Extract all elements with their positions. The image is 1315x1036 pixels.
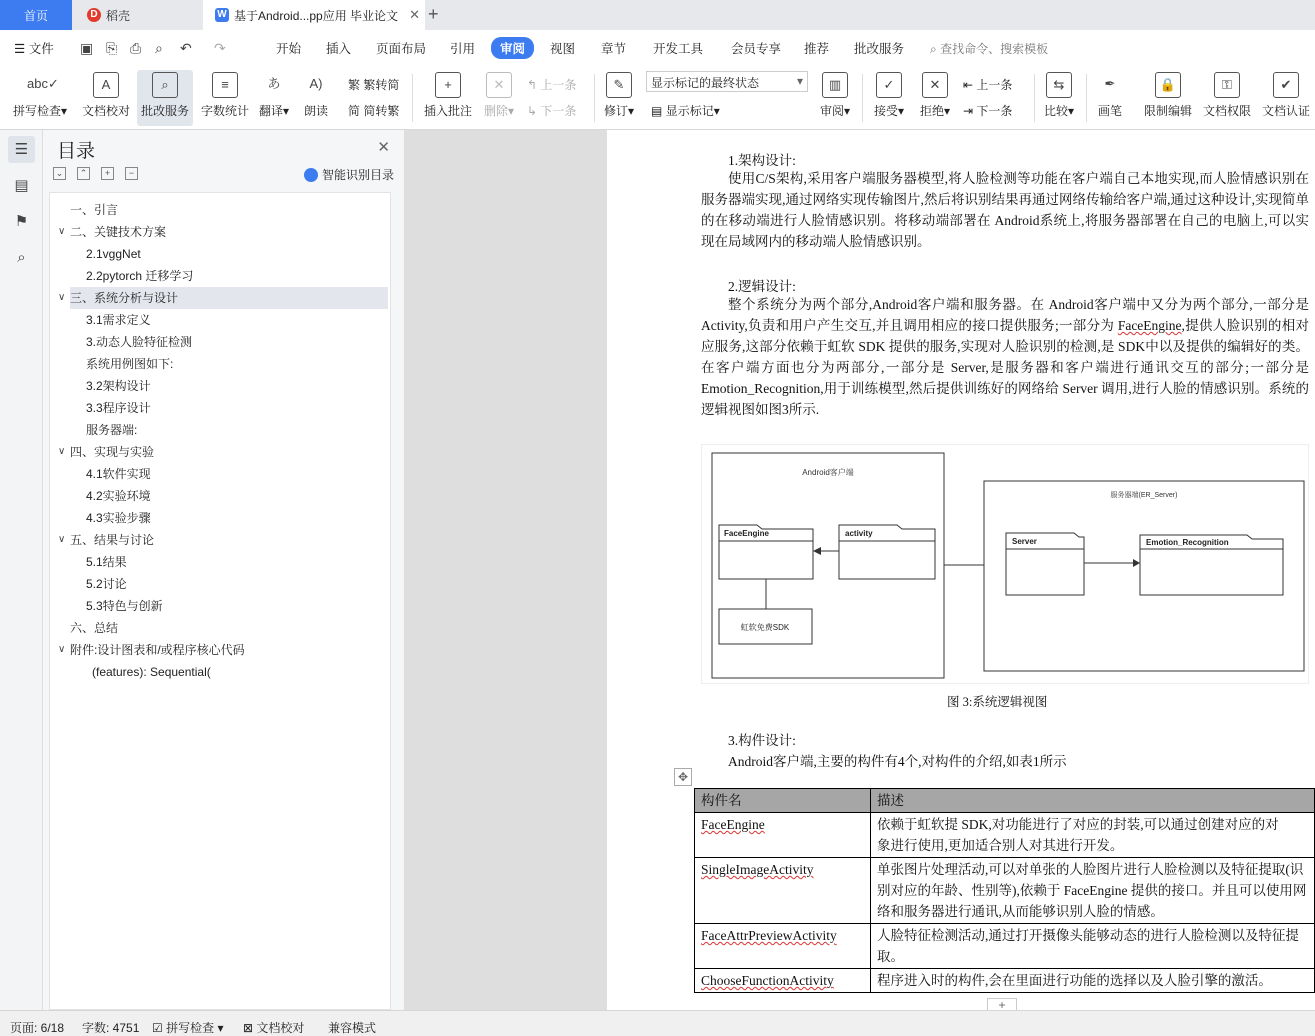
bookmark-icon[interactable]: ⚑ <box>14 213 29 230</box>
table-row <box>695 924 1315 969</box>
compare-button[interactable]: ⇆ 比较▾ <box>1040 70 1078 126</box>
toc-item-label: 系统用例图如下: <box>86 357 174 371</box>
paragraph-architecture: 使用C/S架构,采用客户端服务器模型,将人脸检测等功能在客户端自己本地实现,而人脸情感识别在服务器端实现,通过网络实现传输图片,然后将识别结果再通过网络传输给客户端,通过这种设计,实现简单的在移动端进行人脸情感识别。将移动端部署在 Android系统上,将服务器部署在自己的电脑上,可以实现在局域网内的移动端人脸情感识别。 <box>701 171 1309 249</box>
tab-daoke-label: 稻壳 <box>106 8 131 23</box>
table-cell-name[interactable] <box>695 924 871 969</box>
toc-item-label: 3.1需求定义 <box>86 313 151 327</box>
next-comment-button[interactable] <box>527 102 576 119</box>
menu-chapter[interactable]: 章节 <box>601 42 627 56</box>
toc-panel <box>43 130 405 1010</box>
server-label: Server <box>1012 537 1037 546</box>
comment-icon: + <box>435 72 461 98</box>
review-service-button[interactable] <box>137 70 193 126</box>
next-change-icon: ⇥ <box>963 104 974 118</box>
proof-status-icon: ⊠ <box>243 1021 254 1035</box>
search-icon: ⌕ <box>930 42 937 56</box>
emotion-label: Emotion_Recognition <box>1146 538 1229 547</box>
chevron-down-icon[interactable]: ∨ <box>58 534 66 545</box>
add-heading-icon[interactable]: + <box>101 167 114 180</box>
track-changes-label: 修订 <box>603 104 628 118</box>
file-menu[interactable]: ☰ 文件 <box>14 42 54 56</box>
prev-comment-button[interactable] <box>527 76 576 93</box>
toc-item[interactable] <box>70 375 388 397</box>
spell-check-button[interactable]: abc✓ 拼写检查▾ <box>8 70 72 126</box>
toc-title: 目录 <box>57 141 96 162</box>
prev-change-label: 上一条 <box>976 78 1013 92</box>
print-icon[interactable]: ⎙ <box>130 40 142 56</box>
paragraph-logic-part2: ,提供人脸识别的相对应服务,这部分依赖于虹软 SDK 提供的服务,实现对人脸识别的检测,是 SDK中以及提供的编辑好的类。在客户端方面也分为两部分,一部分是 Server,是服务器和客户端进行通讯交互的部分;一部分是 Emotion_Recognition,用于训练模型,然后提供训练好的网络给 Server 调用,进行人脸的情感识别。系统的逻辑视图如图3所示. <box>701 318 1309 417</box>
tab-document-label: 基于Android...pp应用 毕业论文 <box>234 8 399 23</box>
toc-icon[interactable]: ☰ <box>8 136 35 163</box>
component-name: FaceEngine <box>701 817 765 832</box>
reject-button[interactable]: ✕ 拒绝▾ <box>916 70 954 126</box>
table-cell-name[interactable] <box>695 969 871 993</box>
toc-item-label: 4.3实验步骤 <box>86 511 151 525</box>
chevron-down-icon[interactable]: ∨ <box>58 644 66 655</box>
next-change-label: 下一条 <box>976 104 1013 118</box>
heading-component: 3.构件设计: <box>728 733 796 748</box>
close-icon[interactable]: ✕ <box>409 7 420 22</box>
toc-item[interactable] <box>70 573 388 595</box>
pen-label: 画笔 <box>1097 104 1122 118</box>
translate-label: 翻译 <box>258 104 283 118</box>
document-page[interactable] <box>607 130 1315 1010</box>
ribbon-divider <box>862 74 863 122</box>
command-search-label: 查找命令、搜索模板 <box>940 42 1049 56</box>
page-indicator[interactable]: 页面: 6/18 <box>10 1021 65 1035</box>
component-name: SingleImageActivity <box>701 862 814 877</box>
add-row-button[interactable]: + <box>987 998 1017 1010</box>
menu-layout[interactable]: 页面布局 <box>376 42 427 56</box>
close-icon[interactable]: ✕ <box>377 139 390 156</box>
ribbon-divider <box>1086 74 1087 122</box>
doc-rights-label: 文档权限 <box>1202 104 1251 118</box>
toc-item-label: 三、系统分析与设计 <box>70 291 179 305</box>
toc-item[interactable] <box>58 441 388 463</box>
prev-comment-label: 上一条 <box>540 78 577 92</box>
trad-to-simp-button[interactable] <box>348 76 399 93</box>
redo-icon[interactable]: ↷ <box>214 40 226 56</box>
accept-icon: ✓ <box>876 72 902 98</box>
doc-rights-icon: ⚿ <box>1214 72 1240 98</box>
track-changes-button[interactable]: ✎ 修订▾ <box>600 70 638 126</box>
table-row <box>695 969 1315 993</box>
toc-item-label: 5.3特色与创新 <box>86 599 163 613</box>
chevron-down-icon[interactable]: ∨ <box>58 446 66 457</box>
android-client-label: Android客户端 <box>802 468 854 477</box>
delete-comment-button[interactable]: ✕ 删除▾ <box>480 70 518 126</box>
markup-state-select[interactable] <box>646 71 808 92</box>
delete-comment-label: 删除 <box>483 104 508 118</box>
toc-item-label: 5.2讨论 <box>86 577 127 591</box>
certify-icon: ✔ <box>1273 72 1299 98</box>
menu-insert[interactable]: 插入 <box>326 42 352 56</box>
doc-certify-button[interactable] <box>1258 70 1314 126</box>
status-spell-check[interactable]: ☑ 拼写检查 ▾ <box>152 1021 224 1035</box>
toc-item-label: 六、总结 <box>70 621 119 635</box>
doc-proof-button[interactable] <box>78 70 134 126</box>
faceengine-label: FaceEngine <box>724 529 769 538</box>
simp-to-trad-label: 简转繁 <box>363 104 400 118</box>
toc-item-label: 3.动态人脸特征检测 <box>86 335 193 349</box>
toc-item[interactable] <box>70 309 388 331</box>
proof-icon: A <box>93 72 119 98</box>
word-count-icon: ≡ <box>212 72 238 98</box>
table-move-handle[interactable]: ✥ <box>674 768 692 786</box>
toc-item-label: 2.2pytorch 迁移学习 <box>86 269 194 283</box>
toc-list <box>49 192 391 1010</box>
next-comment-icon: ↳ <box>527 104 538 118</box>
component-name: ChooseFunctionActivity <box>701 973 834 988</box>
component-name: FaceAttrPreviewActivity <box>701 928 837 943</box>
smart-toc-label: 智能识别目录 <box>321 168 394 182</box>
show-markup-button[interactable]: ▤ 显示标记▾ <box>651 104 720 118</box>
menu-recommend[interactable]: 推荐 <box>804 42 830 56</box>
prev-change-button[interactable] <box>963 76 1012 93</box>
next-comment-label: 下一条 <box>540 104 577 118</box>
restrict-edit-button[interactable] <box>1140 70 1196 126</box>
paragraph-logic-faceengine: FaceEngine <box>1117 318 1182 333</box>
table-header-row <box>695 789 1315 813</box>
chapter-icon[interactable]: ▤ <box>14 177 29 194</box>
server-group-label: 服务器端(ER_Server) <box>1110 492 1178 499</box>
toc-item[interactable] <box>58 221 388 243</box>
paragraph-logic <box>701 294 1309 420</box>
insert-comment-label: 插入批注 <box>423 104 472 118</box>
tab-home-label: 首页 <box>23 8 48 23</box>
heading-logic: 2.逻辑设计: <box>728 279 796 294</box>
toc-item-label: 3.3程序设计 <box>86 401 151 415</box>
read-aloud-label: 朗读 <box>303 104 328 118</box>
sdk-label: 虹软免费SDK <box>740 623 790 632</box>
compare-icon: ⇆ <box>1046 72 1072 98</box>
reject-label: 拒绝 <box>919 104 944 118</box>
trad-to-simp-label: 繁转简 <box>363 78 400 92</box>
paragraph-logic-part1: 整个系统分为两个部分,Android客户端和服务器。在 Android客户端中又分为两个部分,一部分是 Activity,负责和用户产生交互,并且调用相应的接口提供服务;一部分为 <box>701 297 1309 333</box>
spell-check-label: 拼写检查 <box>12 104 61 118</box>
toc-item[interactable] <box>70 199 388 221</box>
toc-item[interactable] <box>70 419 388 441</box>
translate-icon: あ <box>267 76 281 91</box>
table-cell-desc[interactable]: 程序进入时的构件,会在里面进行功能的选择以及人脸引擎的激活。 <box>871 969 1315 993</box>
table-row <box>695 813 1315 858</box>
doc-certify-label: 文档认证 <box>1261 104 1310 118</box>
toc-item[interactable] <box>70 551 388 573</box>
table-cell-name[interactable] <box>695 858 871 924</box>
review-service-icon: ⌕ <box>152 72 178 98</box>
new-tab-icon[interactable]: + <box>428 4 439 24</box>
simp-to-trad-button[interactable] <box>348 102 399 119</box>
checkbox-icon: ☑ <box>152 1021 163 1035</box>
tab-daoke[interactable] <box>75 0 199 30</box>
menu-review-service[interactable]: 批改服务 <box>854 42 905 56</box>
left-nav-strip <box>0 130 43 1010</box>
accept-label: 接受 <box>873 104 898 118</box>
expand-all-icon[interactable]: ⌄ <box>53 167 66 180</box>
toc-item-label: 一、引言 <box>70 203 119 217</box>
review-service-label: 批改服务 <box>140 104 189 118</box>
daoke-icon: D <box>87 8 101 22</box>
show-markup-icon: ▤ <box>651 104 663 118</box>
prev-comment-icon: ↰ <box>527 78 538 92</box>
next-change-button[interactable] <box>963 102 1012 119</box>
word-count-label: 字数统计 <box>200 104 249 118</box>
collapse-all-icon[interactable]: ⌃ <box>77 167 90 180</box>
delete-comment-icon: ✕ <box>486 72 512 98</box>
table-header-desc: 描述 <box>871 789 1315 813</box>
table-cell-desc[interactable]: 依赖于虹软提 SDK,对功能进行了对应的封装,可以通过创建对应的对 象进行使用,更加适合别人对其进行开发。 <box>871 813 1315 858</box>
table-cell-name[interactable] <box>695 813 871 858</box>
toc-item-label: 2.1vggNet <box>86 247 141 261</box>
ribbon-review <box>0 66 1315 130</box>
toc-item[interactable] <box>70 331 388 353</box>
markup-state-value: 显示标记的最终状态 <box>651 76 760 90</box>
tab-document[interactable] <box>203 0 425 30</box>
accept-button[interactable]: ✓ 接受▾ <box>870 70 908 126</box>
restrict-edit-label: 限制编辑 <box>1143 104 1192 118</box>
chevron-down-icon[interactable]: ∨ <box>58 292 66 303</box>
ribbon-divider <box>1034 74 1035 122</box>
read-aloud-icon: A) <box>309 76 323 91</box>
paragraph-component: Android客户端,主要的构件有4个,对构件的介绍,如表1所示 <box>728 754 1067 769</box>
pen-button[interactable] <box>1092 70 1128 126</box>
compare-label: 比较 <box>1043 104 1068 118</box>
arrow-head <box>1133 559 1140 567</box>
compat-mode: 兼容模式 <box>328 1021 377 1035</box>
activity-label: activity <box>845 529 873 538</box>
track-changes-icon: ✎ <box>606 72 632 98</box>
tab-bar <box>0 0 1315 30</box>
toc-item[interactable] <box>70 243 388 265</box>
toc-item[interactable] <box>70 353 388 375</box>
toc-item[interactable] <box>70 507 388 529</box>
logic-diagram <box>701 444 1309 684</box>
reject-icon: ✕ <box>922 72 948 98</box>
toc-item-label: 5.1结果 <box>86 555 127 569</box>
toc-item[interactable] <box>70 485 388 507</box>
file-menu-label: 文件 <box>28 42 54 56</box>
find-icon[interactable]: ⌕ <box>17 249 26 266</box>
table-cell-desc[interactable]: 单张图片处理活动,可以对单张的人脸图片进行人脸检测以及特征提取(识别对应的年龄、性别等),依赖于 FaceEngine 提供的接口。并且可以使用网络和服务器进行通讯,从而能够识别人脸的情感。 <box>871 858 1315 924</box>
chevron-down-icon: ▾ <box>796 74 803 88</box>
preview-icon[interactable]: ⌕ <box>155 40 163 56</box>
toc-item[interactable] <box>58 287 388 309</box>
status-spell-label: 拼写检查 <box>166 1021 215 1035</box>
status-proof-label: 文档校对 <box>256 1021 305 1035</box>
lock-icon: 🔒 <box>1155 72 1181 98</box>
writer-icon: W <box>215 8 229 22</box>
toc-item[interactable] <box>70 617 388 639</box>
smart-toc-icon <box>304 168 318 182</box>
logic-diagram-svg <box>702 445 1310 685</box>
table-body <box>695 813 1315 993</box>
spellcheck-icon: abc✓ <box>27 76 59 91</box>
toc-item-label: 五、结果与讨论 <box>70 533 155 547</box>
document-canvas[interactable] <box>405 130 1315 1010</box>
toc-item-label: 3.2架构设计 <box>86 379 151 393</box>
doc-rights-button[interactable] <box>1199 70 1255 126</box>
menu-bar <box>0 30 1315 66</box>
save-icon[interactable]: ▣ <box>80 40 94 56</box>
toc-item[interactable] <box>70 397 388 419</box>
toc-item-label: (features): Sequential( <box>92 665 211 679</box>
ribbon-divider <box>412 74 413 122</box>
heading-architecture: 1.架构设计: <box>728 153 796 168</box>
toc-item-label: 二、关键技术方案 <box>70 225 167 239</box>
table-header-name: 构件名 <box>695 789 871 813</box>
toc-item-label: 附件:设计图表和/或程序核心代码 <box>70 643 245 657</box>
smart-toc-button[interactable] <box>304 166 394 183</box>
command-search[interactable] <box>930 40 1048 57</box>
read-aloud-button[interactable] <box>298 70 334 126</box>
export-icon[interactable]: ⎘ <box>106 40 118 56</box>
simp-trad-icon: 简 <box>348 104 361 118</box>
menu-view[interactable]: 视图 <box>550 42 576 56</box>
trad-simp-icon: 繁 <box>348 78 361 92</box>
toc-item[interactable] <box>70 595 388 617</box>
review-pane-icon: ▥ <box>822 72 848 98</box>
figure-caption: 图 3:系统逻辑视图 <box>947 695 1048 709</box>
menu-start[interactable]: 开始 <box>276 42 302 56</box>
toc-item[interactable] <box>70 265 388 287</box>
toc-item-label: 4.2实验环境 <box>86 489 151 503</box>
toc-item[interactable] <box>70 661 388 683</box>
toc-item[interactable] <box>58 639 388 661</box>
component-table <box>694 788 1315 993</box>
ribbon-divider <box>594 74 595 122</box>
show-markup-label: 显示标记 <box>665 104 714 118</box>
doc-proof-label: 文档校对 <box>81 104 130 118</box>
word-count-indicator[interactable]: 字数: 4751 <box>82 1021 140 1035</box>
tab-home[interactable] <box>0 0 72 30</box>
table-cell-desc[interactable]: 人脸特征检测活动,通过打开摄像头能够动态的进行人脸检测以及特征提取。 <box>871 924 1315 969</box>
chevron-down-icon[interactable]: ∨ <box>58 226 66 237</box>
prev-change-icon: ⇤ <box>963 78 974 92</box>
menu-devtools[interactable]: 开发工具 <box>653 42 704 56</box>
translate-button[interactable]: あ 翻译▾ <box>256 70 292 126</box>
review-pane-label: 审阅 <box>819 104 844 118</box>
toc-item-label: 服务器端: <box>86 423 138 437</box>
toc-item-label: 四、实现与实验 <box>70 445 155 459</box>
menu-review[interactable]: 审阅 <box>491 37 534 59</box>
remove-heading-icon[interactable]: − <box>125 167 138 180</box>
table-row <box>695 858 1315 924</box>
pen-icon: ✒ <box>1104 76 1116 91</box>
status-doc-proof[interactable] <box>243 1019 304 1036</box>
insert-comment-button[interactable] <box>420 70 476 126</box>
arrow-head <box>813 547 821 555</box>
menu-reference[interactable]: 引用 <box>450 42 476 56</box>
review-pane-button[interactable]: ▥ 审阅▾ <box>815 70 855 126</box>
status-bar <box>0 1010 1315 1036</box>
undo-icon[interactable]: ↶ <box>180 40 192 56</box>
word-count-button[interactable] <box>197 70 253 126</box>
toc-item[interactable] <box>58 529 388 551</box>
toc-item-label: 4.1软件实现 <box>86 467 151 481</box>
menu-member[interactable]: 会员专享 <box>731 42 782 56</box>
toc-item[interactable] <box>70 463 388 485</box>
